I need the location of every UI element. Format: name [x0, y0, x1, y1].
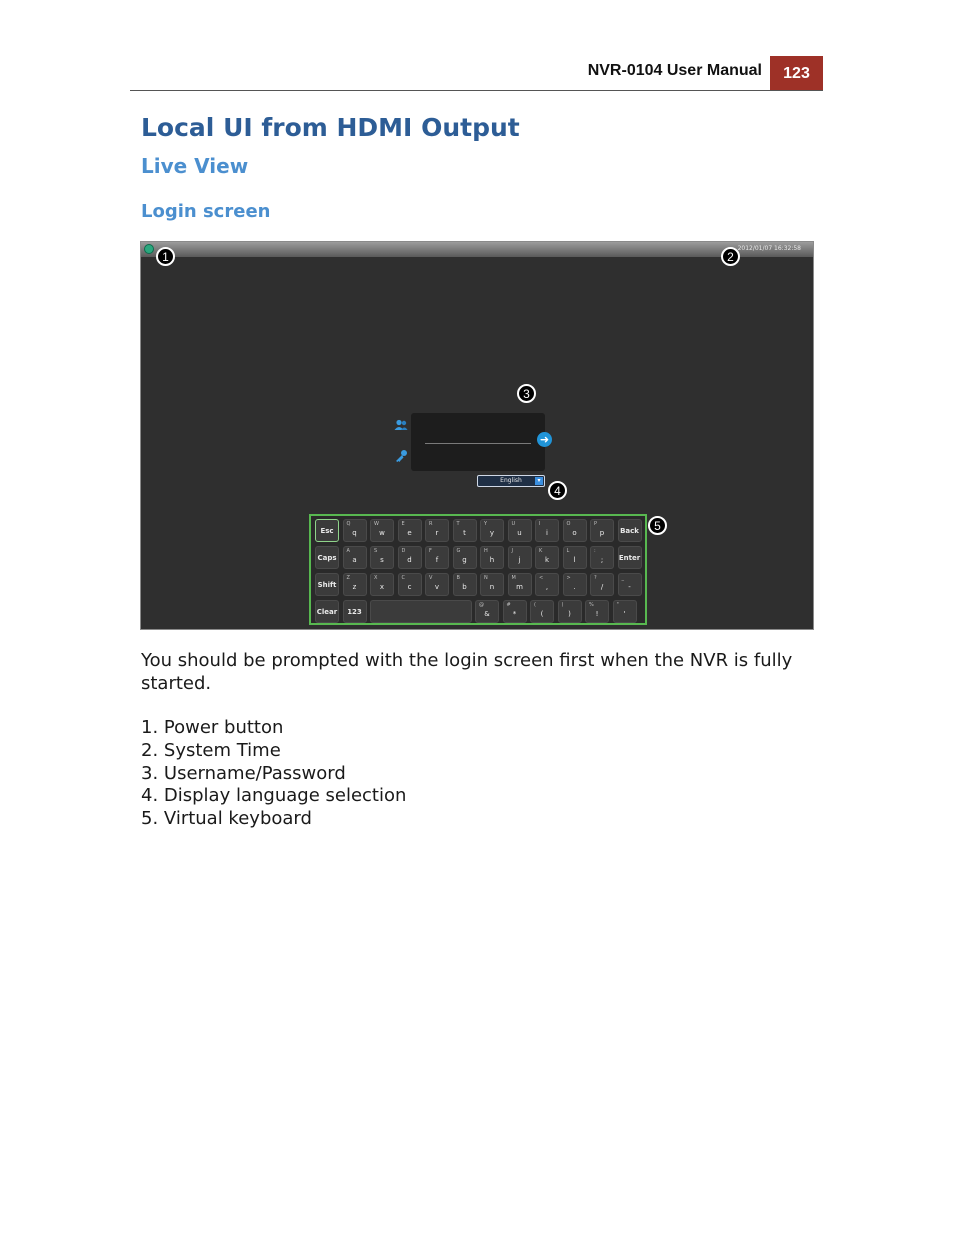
key-enter[interactable] — [618, 546, 642, 569]
key-d[interactable] — [398, 546, 422, 569]
key-label: 123 — [347, 608, 362, 616]
key-shift-label: T — [456, 521, 460, 527]
key-q[interactable] — [343, 519, 367, 542]
key-shift-label: W — [374, 521, 379, 527]
intro-paragraph: You should be prompted with the login screen first when the NVR is fully started. — [141, 650, 793, 694]
key-shift-label: K — [539, 548, 543, 554]
key-label: ' — [623, 610, 626, 618]
key-label: t — [463, 529, 466, 537]
key-shift-label: % — [589, 602, 594, 608]
key-shift-label: # — [506, 602, 511, 608]
subsubsection-heading: Login screen — [141, 201, 271, 222]
key-g[interactable] — [453, 546, 477, 569]
key-[interactable] — [475, 600, 499, 623]
key-label: - — [628, 583, 631, 591]
key-label: y — [489, 529, 495, 537]
subsection-heading: Live View — [141, 154, 249, 178]
top-bar — [141, 242, 813, 257]
key-shift-label: < — [539, 575, 544, 581]
key-h[interactable] — [480, 546, 504, 569]
key-o[interactable] — [563, 519, 587, 542]
key-label: q — [352, 529, 357, 537]
key-shift-label: A — [346, 548, 350, 554]
list-item: 5. Virtual keyboard — [141, 808, 312, 830]
callout-4: 4 — [548, 481, 567, 500]
key-label: & — [484, 610, 490, 618]
key-esc[interactable] — [315, 519, 339, 542]
key-[interactable] — [590, 546, 614, 569]
key-shift-label: M — [511, 575, 516, 581]
header-rule — [130, 90, 823, 91]
key-label: h — [489, 556, 495, 564]
key-label: b — [462, 583, 467, 591]
key-[interactable] — [558, 600, 582, 623]
key-p[interactable] — [590, 519, 614, 542]
key-label: k — [544, 556, 550, 564]
key-shift-label: Y — [484, 521, 488, 527]
key-label: z — [352, 583, 357, 591]
key-v[interactable] — [425, 573, 449, 596]
key-shift-label: I — [539, 521, 541, 527]
key-label: a — [352, 556, 357, 564]
key-c[interactable] — [398, 573, 422, 596]
key-label: j — [518, 556, 521, 564]
key-b[interactable] — [453, 573, 477, 596]
key-shift-label: V — [429, 575, 433, 581]
system-time: 2012/01/07 16:32:58 — [737, 245, 801, 252]
key-[interactable] — [530, 600, 554, 623]
key-shift-label: L — [566, 548, 570, 554]
key-label: c — [407, 583, 412, 591]
list-item: 2. System Time — [141, 739, 281, 761]
key-k[interactable] — [535, 546, 559, 569]
space-key[interactable] — [370, 600, 472, 623]
key-shift-label: D — [401, 548, 406, 554]
key-[interactable] — [585, 600, 609, 623]
key-shift-label: P — [594, 521, 598, 527]
key-[interactable] — [590, 573, 614, 596]
key-label: ) — [568, 610, 571, 618]
key-123[interactable] — [343, 600, 367, 623]
key-shift-label: _ — [621, 575, 624, 581]
power-icon[interactable] — [144, 244, 154, 254]
key-label: ! — [595, 610, 599, 618]
key-label: i — [546, 529, 548, 537]
key-shift-label: " — [616, 602, 619, 608]
key-j[interactable] — [508, 546, 532, 569]
virtual-keyboard — [309, 514, 647, 625]
key-shift-label: H — [484, 548, 488, 554]
login-arrow-icon[interactable]: ➜ — [537, 432, 552, 447]
page-number: 123 — [770, 56, 823, 91]
language-select[interactable] — [477, 475, 545, 487]
key-shift-label: R — [429, 521, 433, 527]
list-item: 3. Username/Password — [141, 762, 346, 784]
key-[interactable] — [618, 573, 642, 596]
key-w[interactable] — [370, 519, 394, 542]
key-[interactable] — [563, 573, 587, 596]
callout-3: 3 — [517, 384, 536, 403]
key-shift-label: F — [429, 548, 432, 554]
section-heading: Local UI from HDMI Output — [141, 113, 520, 142]
key-z[interactable] — [343, 573, 367, 596]
key-s[interactable] — [370, 546, 394, 569]
username-field[interactable] — [425, 443, 531, 444]
key-label: g — [462, 556, 467, 564]
callout-1: 1 — [156, 247, 175, 266]
key-label: u — [517, 529, 522, 537]
key-label: , — [545, 583, 549, 591]
key-shift-label: N — [484, 575, 488, 581]
key-label: f — [435, 556, 439, 564]
key-shift-label: O — [566, 521, 571, 527]
user-icon — [394, 419, 408, 431]
key-shift-label: E — [401, 521, 405, 527]
key-shift-label: X — [374, 575, 378, 581]
key-label: Back — [620, 527, 639, 535]
key-y[interactable] — [480, 519, 504, 542]
key-[interactable] — [503, 600, 527, 623]
key-label: Caps — [317, 554, 337, 562]
key-i[interactable] — [535, 519, 559, 542]
callout-2: 2 — [721, 247, 740, 266]
key-label: m — [516, 583, 523, 591]
key-shift-label: ? — [594, 575, 597, 581]
key-t[interactable] — [453, 519, 477, 542]
key-label: * — [512, 610, 517, 618]
key-[interactable] — [613, 600, 637, 623]
list-item: 1. Power button — [141, 717, 284, 738]
key-shift-label: > — [566, 575, 571, 581]
key-a[interactable] — [343, 546, 367, 569]
key-clear[interactable] — [315, 600, 339, 623]
list-item: 4. Display language selection — [141, 785, 407, 807]
key-shift-label: B — [456, 575, 460, 581]
key-icon — [394, 449, 408, 463]
key-label: Shift — [317, 581, 337, 589]
key-label: r — [435, 529, 439, 537]
login-screenshot — [140, 241, 814, 630]
key-l[interactable] — [563, 546, 587, 569]
key-shift-label: ( — [534, 602, 536, 608]
key-label: ; — [600, 556, 604, 564]
callout-5: 5 — [648, 516, 667, 535]
key-u[interactable] — [508, 519, 532, 542]
key-[interactable] — [535, 573, 559, 596]
key-n[interactable] — [480, 573, 504, 596]
login-panel — [411, 413, 545, 471]
key-label: p — [599, 529, 605, 537]
manual-title: NVR-0104 User Manual — [587, 62, 762, 79]
key-m[interactable] — [508, 573, 532, 596]
key-label: Enter — [618, 554, 641, 562]
key-shift-label: @ — [479, 602, 484, 608]
key-label: v — [434, 583, 440, 591]
key-label: ( — [540, 610, 544, 618]
key-label: x — [379, 583, 385, 591]
key-shift-label: G — [456, 548, 461, 554]
key-x[interactable] — [370, 573, 394, 596]
key-shift-label: Q — [346, 521, 351, 527]
key-shift-label: J — [511, 548, 513, 554]
key-shift-label: C — [401, 575, 405, 581]
key-shift-label: S — [374, 548, 378, 554]
key-f[interactable] — [425, 546, 449, 569]
key-label: l — [573, 556, 576, 564]
key-label: n — [489, 583, 495, 591]
key-label: s — [380, 556, 384, 564]
key-shift-label: ) — [561, 602, 564, 608]
language-value: English — [500, 477, 522, 484]
key-shift-label: : — [594, 548, 596, 554]
key-shift[interactable] — [315, 573, 339, 596]
key-label: Esc — [320, 527, 334, 535]
key-label: w — [379, 529, 385, 537]
key-back[interactable] — [618, 519, 642, 542]
key-label: d — [407, 556, 412, 564]
key-caps[interactable] — [315, 546, 339, 569]
chevron-down-icon: ▾ — [535, 477, 543, 485]
key-label: o — [572, 529, 577, 537]
key-label: / — [600, 583, 604, 591]
key-label: e — [407, 529, 412, 537]
key-e[interactable] — [398, 519, 422, 542]
key-label: Clear — [316, 608, 338, 616]
key-shift-label: U — [511, 521, 516, 527]
key-label: . — [573, 583, 576, 591]
key-shift-label: Z — [346, 575, 350, 581]
legend-list — [141, 717, 406, 831]
key-r[interactable] — [425, 519, 449, 542]
